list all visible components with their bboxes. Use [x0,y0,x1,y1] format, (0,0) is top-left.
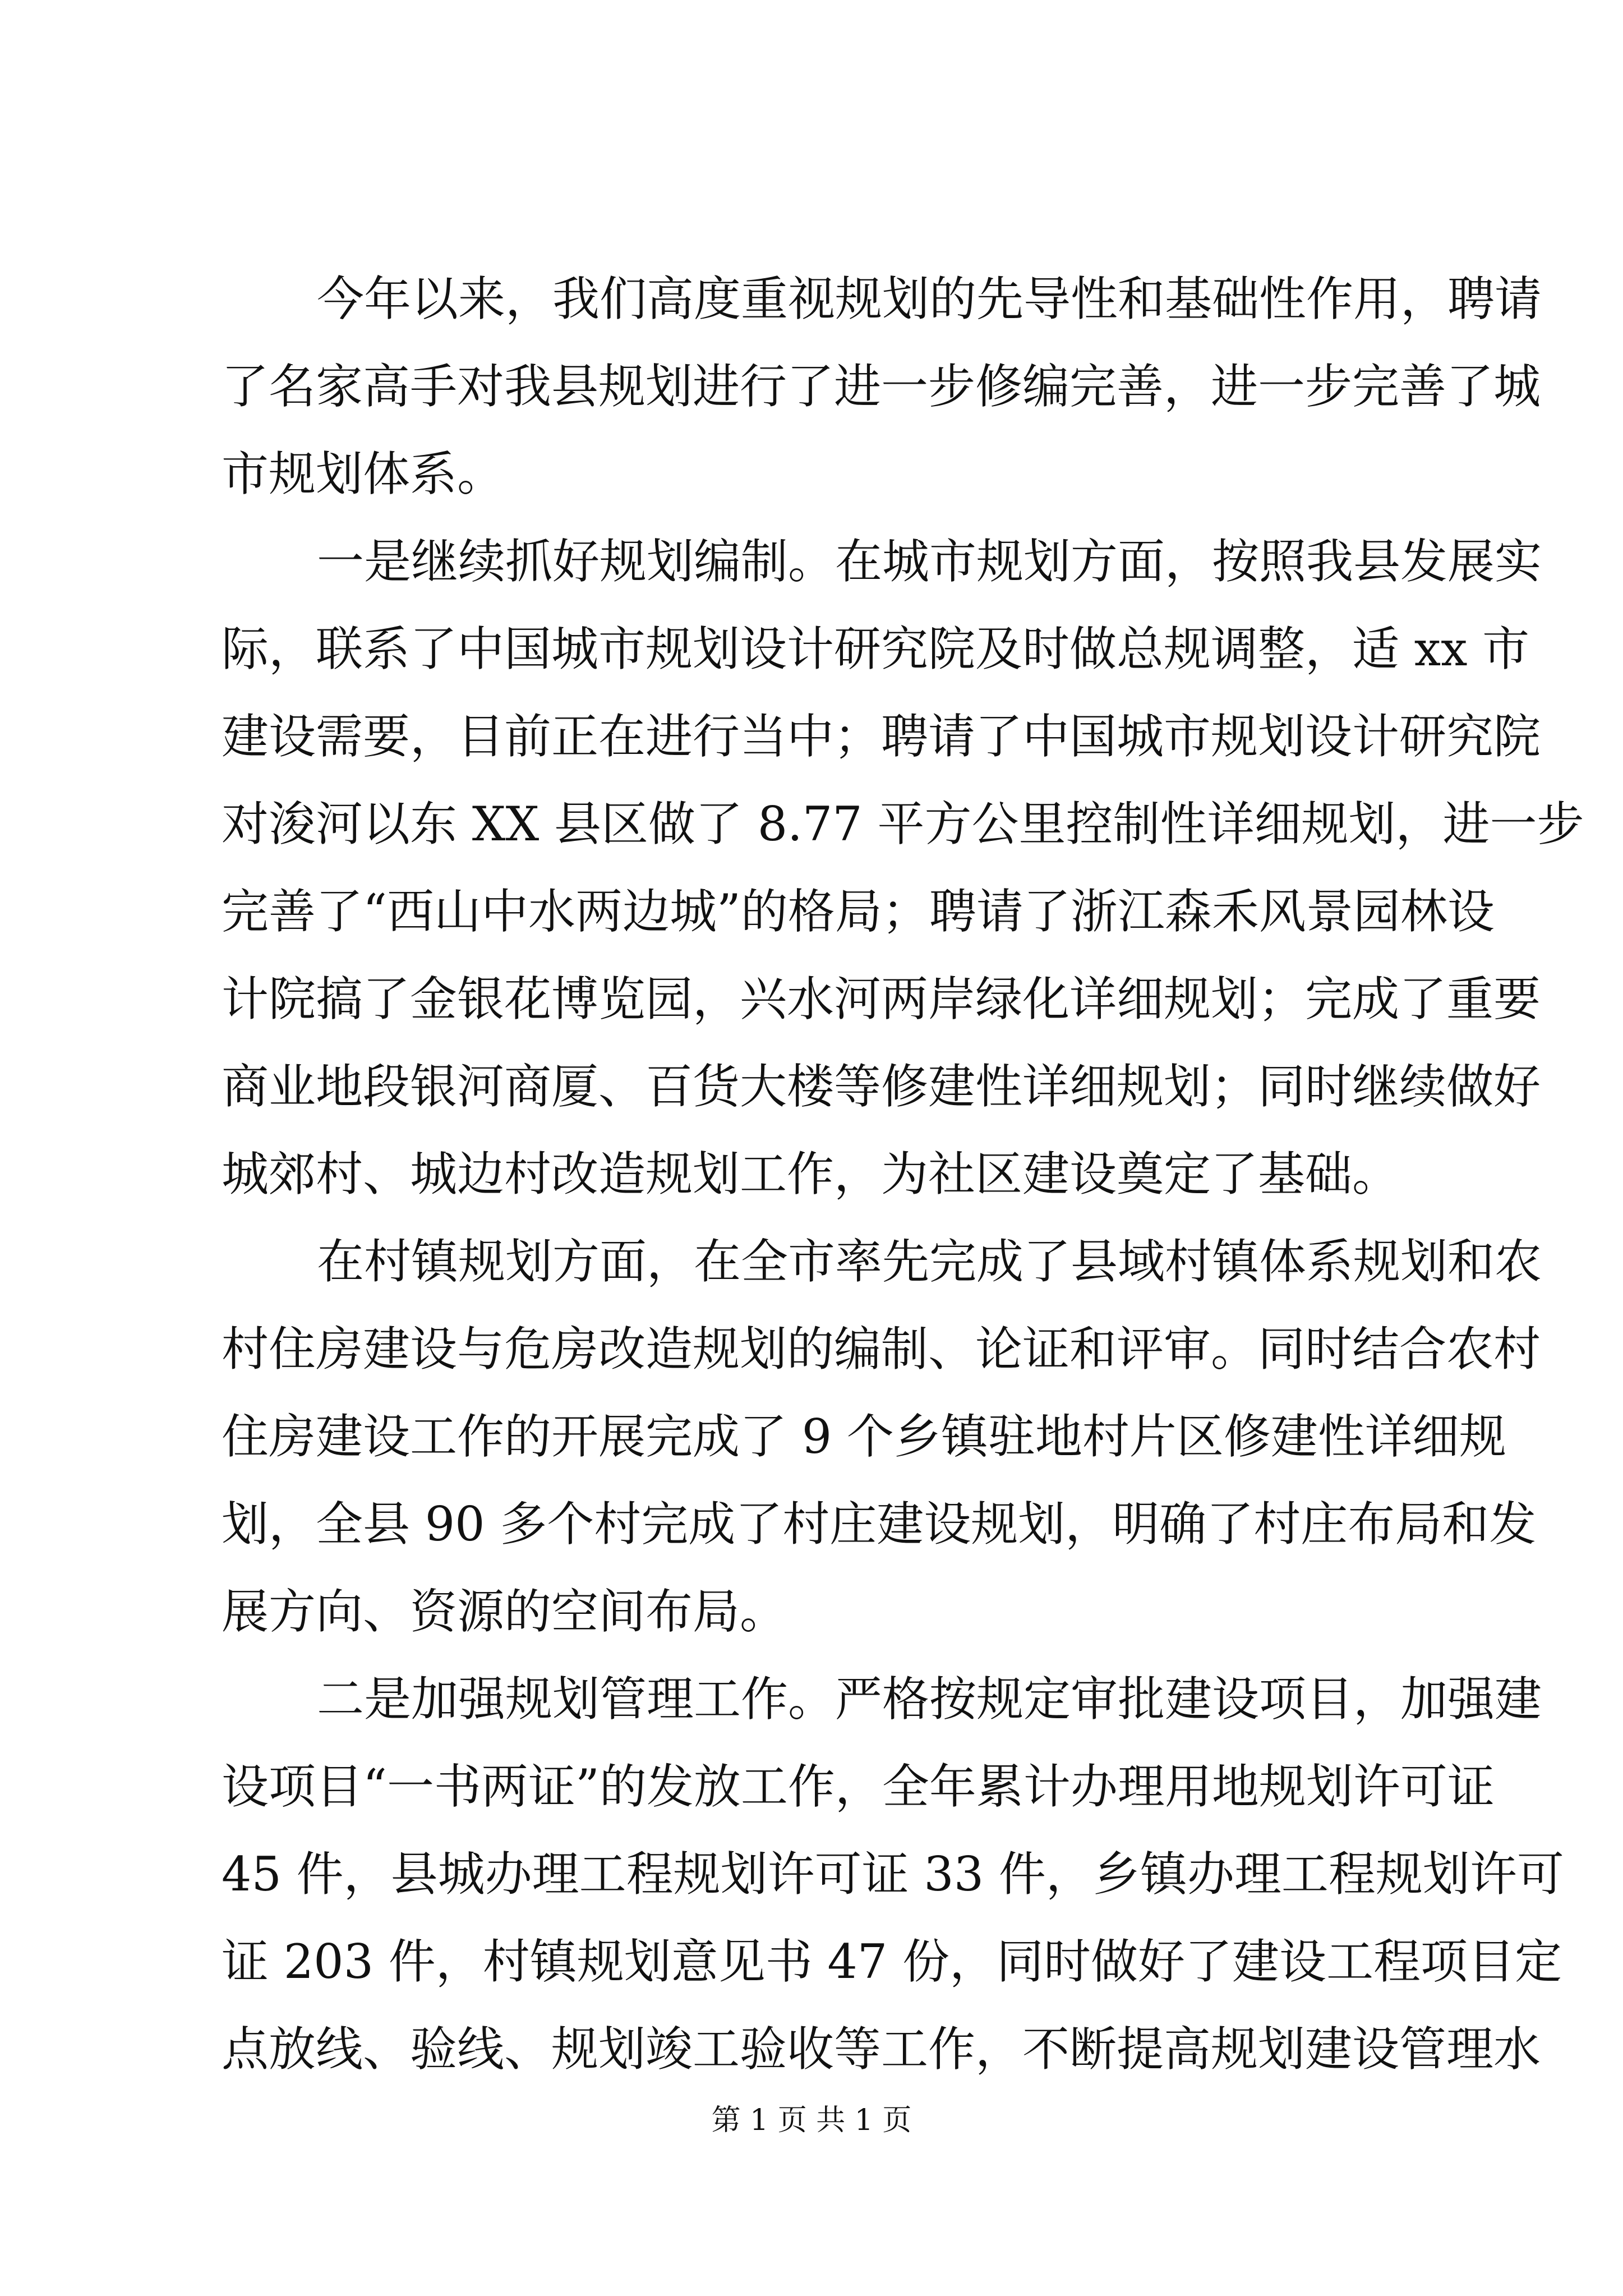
paragraph-3-line-1: 在村镇规划方面，在全市率先完成了县域村镇体系规划和农 [317,1234,1542,1289]
paragraph-2-line-5: 完善了“西山中水两边城”的格局；聘请了浙江森禾风景园林设 [222,884,1495,939]
document-body [222,255,1584,2093]
paragraph-1-line-1: 今年以来，我们高度重视规划的先导性和基础性作用，聘请 [317,272,1542,326]
paragraph-4-line-3: 45 件，县城办理工程规划许可证 33 件，乡镇办理工程规划许可 [222,1847,1564,1902]
paragraph-2-line-6: 计院搞了金银花博览园，兴水河两岸绿化详细规划；完成了重要 [222,972,1541,1027]
paragraph-4-line-5: 点放线、验线、规划竣工验收等工作，不断提高规划建设管理水 [222,2022,1541,2077]
paragraph-2-line-1: 一是继续抓好规划编制。在城市规划方面，按照我县发展实 [317,534,1542,589]
paragraph-1-line-3: 市规划体系。 [222,447,505,501]
paragraph-4-line-2: 设项目“一书两证”的发放工作，全年累计办理用地规划许可证 [222,1759,1495,1814]
paragraph-3-line-4: 划，全县 90 多个村完成了村庄建设规划，明确了村庄布局和发 [222,1497,1537,1552]
paragraph-2-line-3: 建设需要，目前正在进行当中；聘请了中国城市规划设计研究院 [222,709,1541,764]
paragraph-2-line-7: 商业地段银河商厦、百货大楼等修建性详细规划；同时继续做好 [222,1059,1541,1114]
paragraph-4-line-1: 二是加强规划管理工作。严格按规定审批建设项目，加强建 [317,1672,1542,1727]
paragraph-2-line-8: 城郊村、城边村改造规划工作，为社区建设奠定了基础。 [222,1147,1400,1202]
paragraph-2-line-2: 际，联系了中国城市规划设计研究院及时做总规调整，适 xx 市 [222,622,1530,677]
paragraph-3-line-2: 村住房建设与危房改造规划的编制、论证和评审。同时结合农村 [222,1322,1541,1377]
paragraph-4-line-4: 证 203 件，村镇规划意见书 47 份，同时做好了建设工程项目定 [222,1934,1562,1989]
paragraph-3-line-3: 住房建设工作的开展完成了 9 个乡镇驻地村片区修建性详细规 [222,1409,1506,1464]
paragraph-1-line-2: 了名家高手对我县规划进行了进一步修编完善，进一步完善了城 [222,359,1541,414]
page-number-footer: 第 1 页 共 1 页 [711,2104,912,2137]
paragraph-3-line-5: 展方向、资源的空间布局。 [222,1584,787,1639]
paragraph-2-line-4: 对浚河以东 XX 县区做了 8.77 平方公里控制性详细规划，进一步 [222,797,1584,852]
